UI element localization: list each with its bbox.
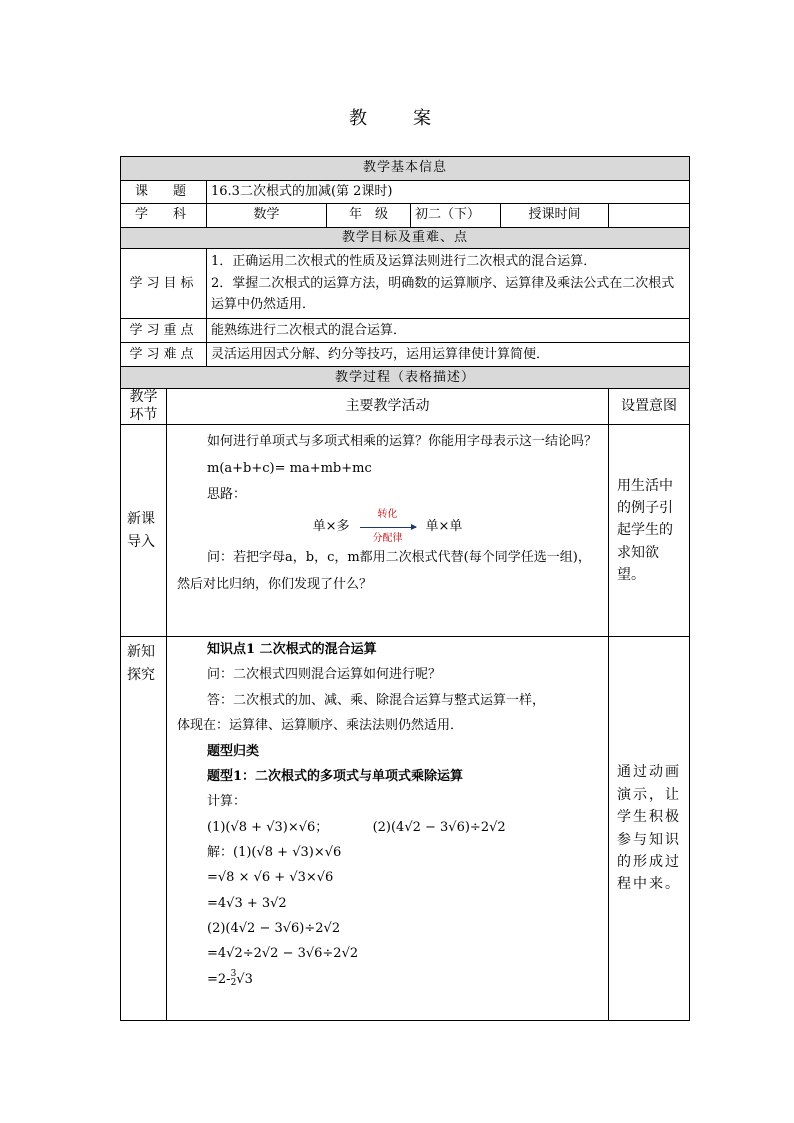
grade-label: 年 级 <box>327 204 411 228</box>
fraction-denominator: 2 <box>230 978 237 989</box>
difficulty-value: 灵活运用因式分解、约分等技巧，运用运算律使计算简便． <box>207 343 690 367</box>
objective-line-2: 2．掌握二次根式的运算方法，明确数的运算顺序、运算律及乘法公式在二次根式运算中仍然适用． <box>211 275 675 313</box>
stage-intro: 新课导入 <box>121 425 167 637</box>
intro-thought-label: 思路： <box>207 487 247 503</box>
transform-diagram <box>177 509 598 545</box>
lesson-plan-table <box>120 156 690 1021</box>
fraction-numerator: 3 <box>230 969 237 980</box>
knowledge-point-title: 知识点1 二次根式的混合运算 <box>207 642 377 658</box>
transform-arrow <box>360 505 416 549</box>
process-header: 教学过程（表格描述） <box>121 367 690 389</box>
solution-6-head: =2- <box>207 971 231 987</box>
stage-explore: 新知探究 <box>121 637 167 1021</box>
key-point-value: 能熟练进行二次根式的混合运算． <box>207 319 690 343</box>
grade-value: 初二（下） <box>411 204 501 228</box>
intro-question-2: 问：若把字母a，b，c，m都用二次根式代替(每个同学任选一组)，然后对比归纳，你们发现了什么？ <box>177 550 591 592</box>
question-types-title: 题型归类 <box>207 743 260 759</box>
key-point-label: 学习重点 <box>121 319 207 343</box>
explore-question: 问：二次根式四则混合运算如何进行呢？ <box>207 667 442 683</box>
explore-answer-1: 答：二次根式的加、减、乘、除混合运算与整式运算一样， <box>207 692 546 708</box>
solution-line-6 <box>177 967 598 992</box>
diagram-right: 单×单 <box>425 518 463 534</box>
explore-answer-2: 体现在：运算律、运算顺序、乘法法则仍然适用． <box>177 718 464 734</box>
arrow-right-icon <box>360 527 416 528</box>
intro-formula: m(a+b+c)= ma+mb+mc <box>207 460 372 476</box>
topic-label: 课 题 <box>121 181 207 204</box>
intro-activity <box>167 425 609 637</box>
col-activity-header: 主要教学活动 <box>167 389 609 425</box>
col-stage-header: 教学环节 <box>121 389 167 425</box>
explore-activity <box>167 637 609 1021</box>
solution-line-4: (2)(4√2 − 3√6)÷2√2 <box>207 920 341 936</box>
topic-value: 16.3二次根式的加减(第 2课时) <box>207 181 690 204</box>
goals-header: 教学目标及重难、点 <box>121 228 690 249</box>
subject-value: 数学 <box>207 204 327 228</box>
intro-question-1: 如何进行单项式与多项式相乘的运算？你能用字母表示这一结论吗？ <box>207 434 598 450</box>
type-1-title: 题型1：二次根式的多项式与单项式乘除运算 <box>207 768 464 784</box>
intro-intent: 用生活中的例子引起学生的求知欲望。 <box>609 425 690 637</box>
objective-line-1: 1．正确运用二次根式的性质及运算法则进行二次根式的混合运算． <box>211 254 597 270</box>
problem-1: (1)(√8 + √3)×√6； <box>207 819 329 835</box>
calc-label: 计算： <box>207 794 247 810</box>
col-intent-header: 设置意图 <box>609 389 690 425</box>
solution-line-2: =√8 × √6 + √3×√6 <box>207 870 334 886</box>
problem-2: (2)(4√2 − 3√6)÷2√2 <box>372 819 506 835</box>
time-label: 授课时间 <box>501 204 609 228</box>
subject-label: 学 科 <box>121 204 207 228</box>
problem-line <box>177 815 598 840</box>
objective-label: 学习目标 <box>121 249 207 319</box>
basic-info-header: 教学基本信息 <box>121 157 690 181</box>
time-value <box>609 204 690 228</box>
diagram-top-label: 转化 <box>377 509 398 521</box>
objective-text <box>207 249 690 319</box>
solution-line-5: =4√2÷2√2 − 3√6÷2√2 <box>207 946 359 962</box>
explore-intent: 通过动画演示，让学生积极参与知识的形成过程中来。 <box>609 637 690 1021</box>
solution-line-3: =4√3 + 3√2 <box>207 895 287 911</box>
solution-6-tail: √3 <box>236 971 253 987</box>
diagram-bottom-label: 分配律 <box>372 532 403 544</box>
difficulty-label: 学习难点 <box>121 343 207 367</box>
solution-line-1: 解：(1)(√8 + √3)×√6 <box>207 844 342 860</box>
diagram-left: 单×多 <box>312 518 350 534</box>
document-title: 教 案 <box>349 108 445 129</box>
